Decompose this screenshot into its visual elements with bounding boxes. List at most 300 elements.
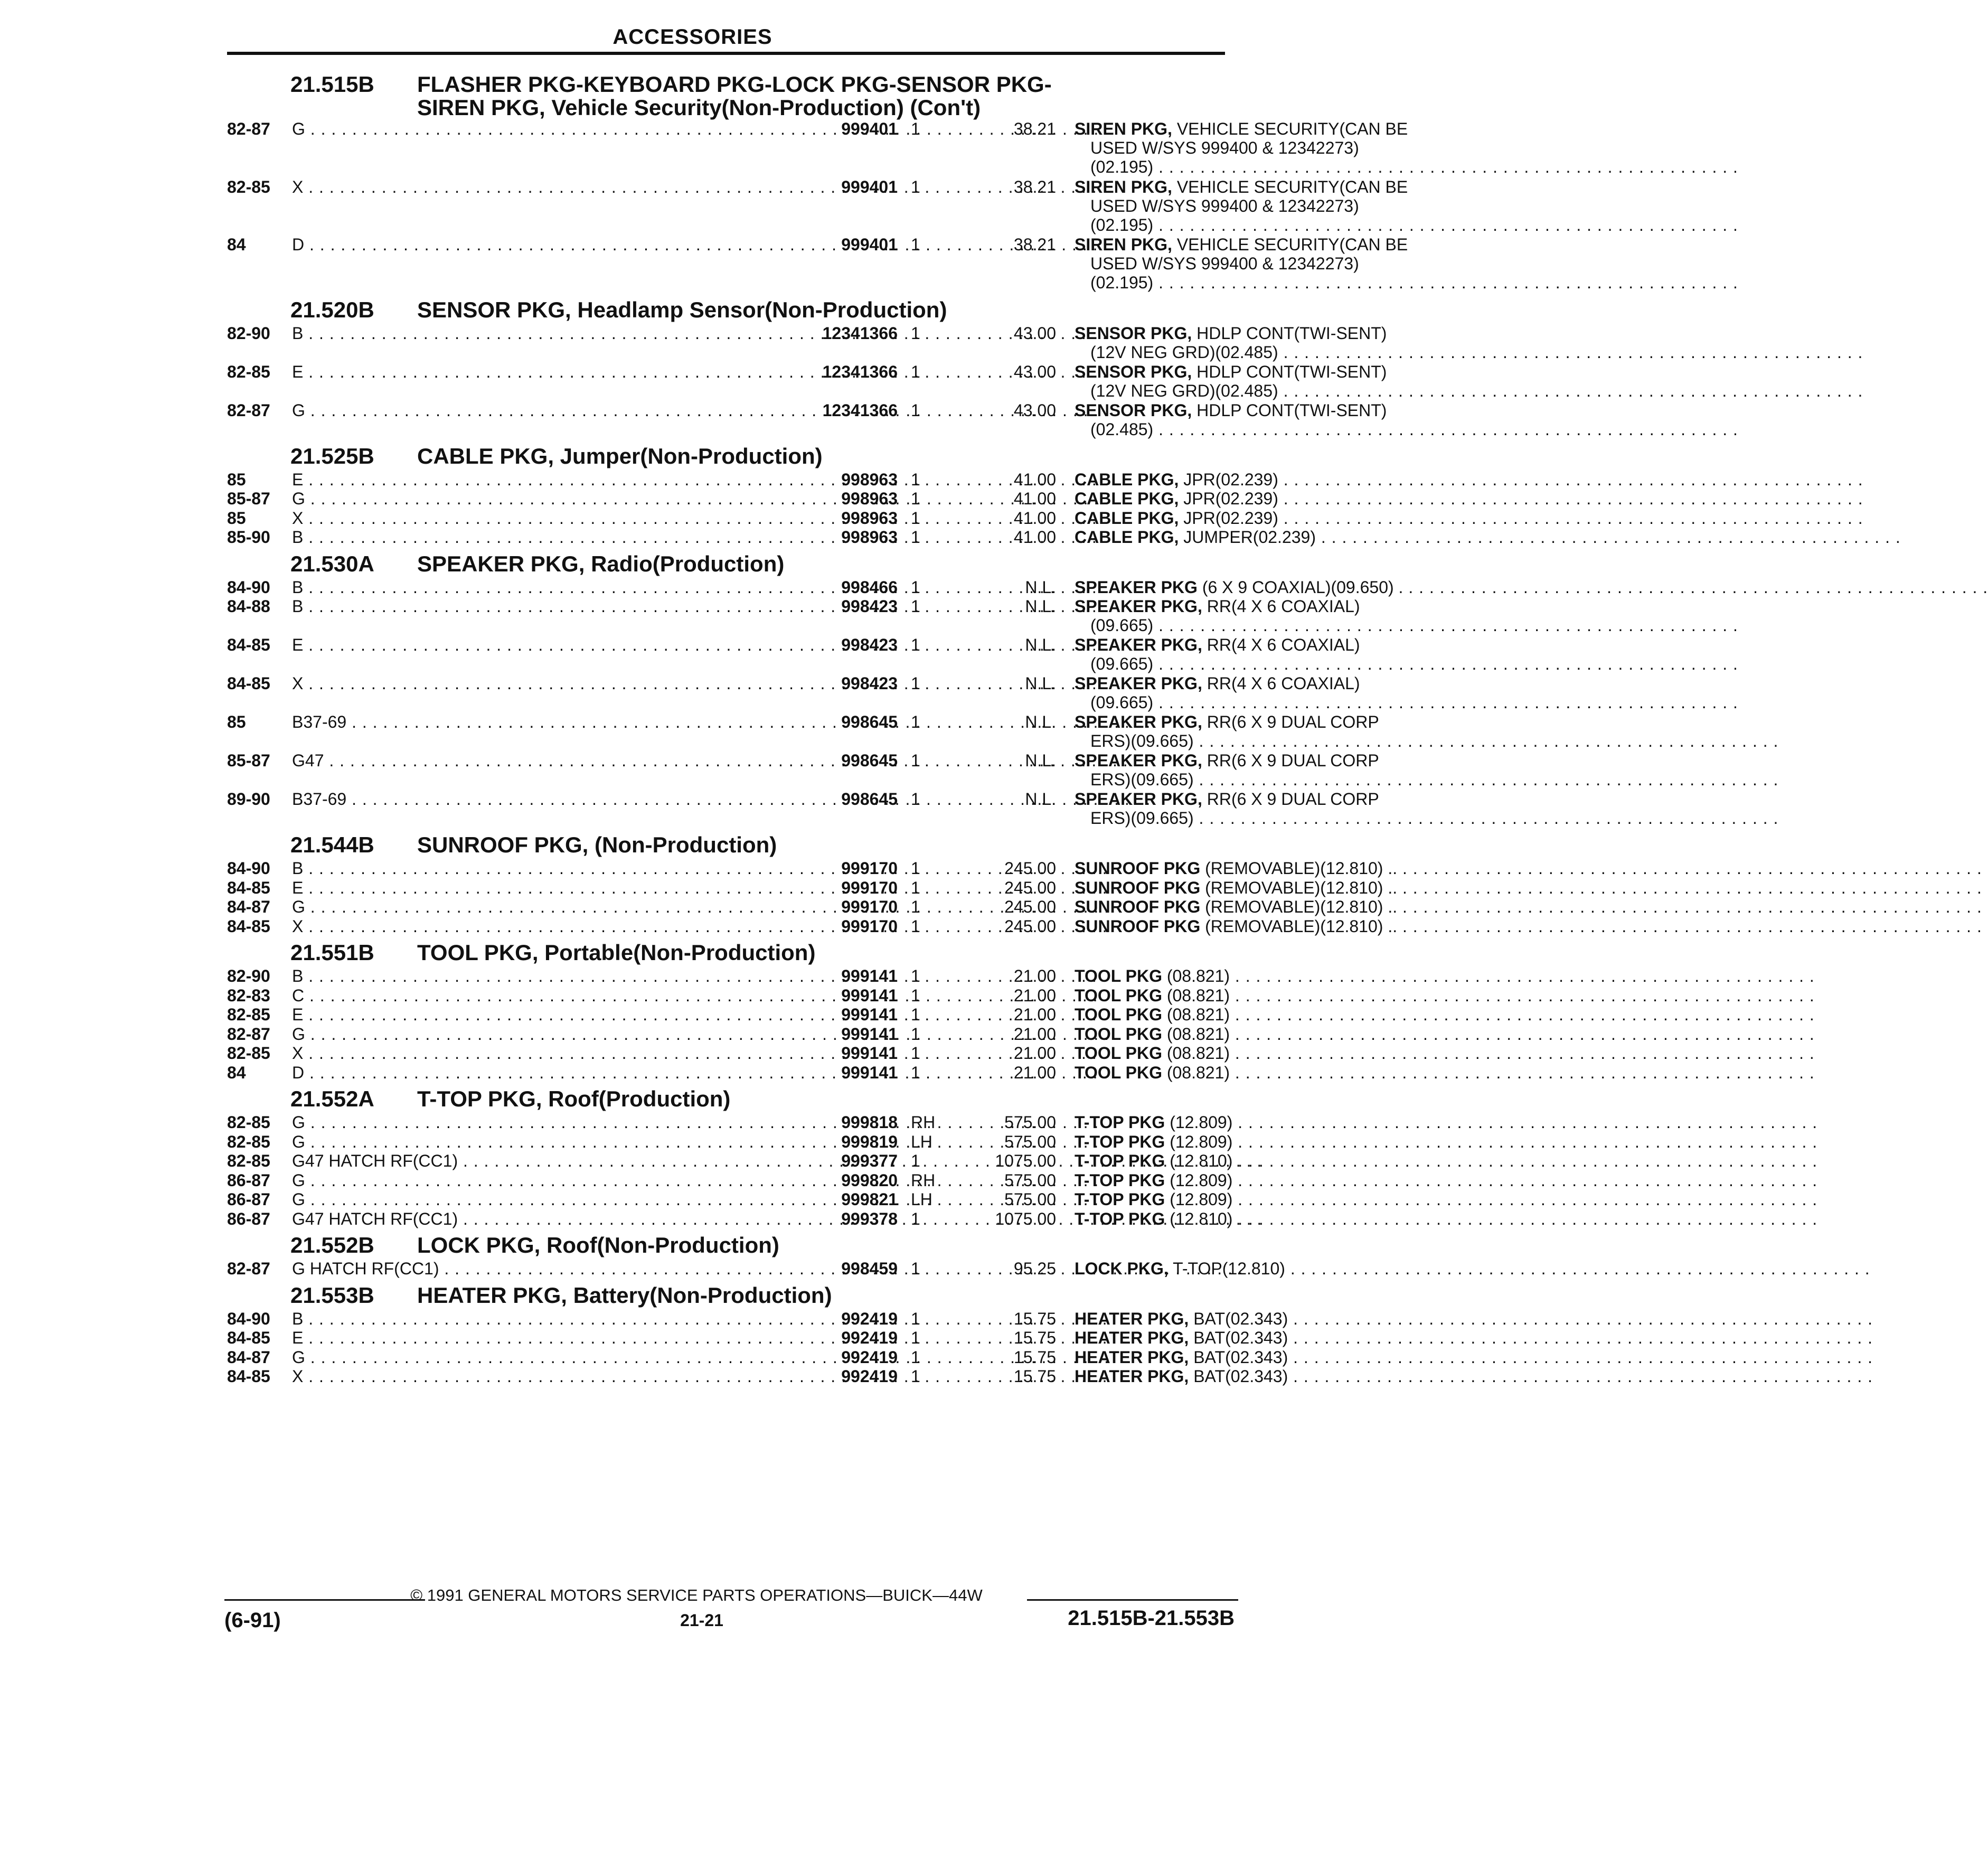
model-years: 85-90 — [227, 528, 270, 547]
model-years: 82-87 — [227, 119, 270, 138]
footer-copyright: © 1991 GENERAL MOTORS SERVICE PARTS OPERATIONS—BUICK—44W — [410, 1586, 983, 1604]
description-text: VEHICLE SECURITY(CAN BE — [1176, 177, 1408, 196]
description-line — [1075, 420, 1444, 439]
description-text: (02.195) — [1090, 273, 1154, 292]
package-name: T-TOP PKG — [1075, 1209, 1165, 1228]
description-line — [1075, 509, 1444, 528]
price: 15.75 — [1013, 1328, 1056, 1347]
quantity: 1 — [911, 1151, 920, 1170]
leader-dots — [1153, 693, 1738, 712]
model-code: X . . . — [292, 1367, 804, 1386]
description-text: (12.809) — [1170, 1132, 1233, 1151]
description-line — [1075, 1063, 1444, 1082]
description — [1075, 177, 1444, 234]
description-text: (09.665) — [1090, 693, 1154, 712]
leader-dots — [1153, 157, 1738, 176]
description-line — [1075, 157, 1444, 176]
description — [1075, 1328, 1444, 1347]
leader-dots — [1230, 966, 1815, 985]
model-years: 82-85 — [227, 1044, 270, 1063]
description-line — [1075, 1348, 1444, 1367]
section-heading — [227, 1282, 1230, 1309]
description-line — [1075, 731, 1444, 750]
description — [1075, 1132, 1444, 1151]
model-code: B . . . — [292, 324, 804, 343]
price: 575.00 — [1004, 1190, 1056, 1209]
part-number: 999821 — [841, 1190, 898, 1209]
section-title: T-TOP PKG, Roof(Production) — [417, 1086, 731, 1111]
description-text: RR(4 X 6 COAXIAL) — [1207, 597, 1360, 616]
quantity: 1 — [911, 985, 920, 1005]
table-row — [227, 1190, 1233, 1209]
section-number: 21.553B — [290, 1282, 374, 1308]
description-line — [1075, 790, 1444, 809]
section-title: SUNROOF PKG, (Non-Production) — [417, 832, 777, 857]
description-line — [1075, 324, 1444, 343]
part-number: 992419 — [841, 1309, 898, 1328]
table-row — [227, 878, 1398, 898]
description-line — [1075, 235, 1444, 254]
description-text: BAT(02.343) — [1193, 1347, 1288, 1367]
description — [1075, 362, 1444, 400]
part-number: 12341366 — [822, 323, 898, 343]
model-years: 86-87 — [227, 1190, 270, 1209]
description-text: (02.485) — [1090, 419, 1154, 439]
part-number: 999818 — [841, 1113, 898, 1132]
model-years: 82-85 — [227, 177, 270, 196]
description-text: ERS)(09.665) — [1090, 731, 1194, 750]
description-text: (REMOVABLE)(12.810) .. — [1205, 916, 1398, 936]
description — [1075, 1063, 1444, 1082]
description-line — [1075, 1190, 1444, 1209]
description — [1075, 878, 1444, 897]
description-text: (12V NEG GRD)(02.485) — [1090, 381, 1278, 400]
model-code: B . . . — [292, 597, 804, 616]
package-name: T-TOP PKG — [1075, 1170, 1165, 1190]
model-code: G . . . — [292, 1171, 804, 1190]
table-row — [227, 1044, 1230, 1063]
part-number: 998963 — [841, 528, 898, 547]
price: 575.00 — [1004, 1132, 1056, 1151]
table-row — [227, 1367, 1288, 1386]
description-line — [1075, 1132, 1444, 1151]
description — [1075, 509, 1444, 528]
description-line — [1075, 712, 1444, 731]
section-heading — [227, 550, 1230, 578]
description-text: USED W/SYS 999400 & 12342273) — [1090, 138, 1359, 157]
price: 575.00 — [1004, 1113, 1056, 1132]
leader-dots — [1153, 273, 1738, 292]
table-row — [227, 1309, 1288, 1329]
description-line — [1075, 1259, 1444, 1278]
price: N.L. — [1025, 790, 1056, 809]
price: 21.00 — [1013, 966, 1056, 985]
quantity: 1 — [911, 751, 920, 770]
leader-dots — [1397, 897, 1982, 916]
description-text: (08.821) — [1166, 1024, 1230, 1044]
model-years: 84-85 — [227, 635, 270, 654]
model-years: 84 — [227, 235, 246, 254]
table-row — [227, 635, 1360, 674]
description — [1075, 986, 1444, 1005]
description-text: HDLP CONT(TWI-SENT) — [1196, 323, 1387, 343]
table-row — [227, 674, 1360, 712]
model-code: B . . . — [292, 1309, 804, 1328]
description-text: (12.809) — [1170, 1170, 1233, 1190]
package-name: HEATER PKG, — [1075, 1309, 1189, 1328]
quantity: LH — [911, 1132, 932, 1151]
model-years: 82-85 — [227, 1113, 270, 1132]
description — [1075, 674, 1444, 712]
table-row — [227, 751, 1379, 790]
section-title: FLASHER PKG-KEYBOARD PKG-LOCK PKG-SENSOR PKG- — [417, 72, 1052, 97]
description — [1075, 712, 1444, 750]
model-code: E . . . — [292, 1005, 804, 1024]
description-text: (12V NEG GRD)(02.485) — [1090, 342, 1278, 362]
price: 43.00 — [1013, 362, 1056, 381]
price: 245.00 — [1004, 897, 1056, 916]
description — [1075, 1005, 1444, 1024]
quantity: 1 — [911, 674, 920, 693]
table-row — [227, 1170, 1233, 1190]
leader-dots — [1232, 1190, 1817, 1209]
description-line — [1075, 897, 1444, 916]
model-years: 84-88 — [227, 597, 270, 616]
description-line — [1075, 119, 1444, 138]
price: N.L. — [1025, 577, 1056, 597]
model-years: 84-85 — [227, 1328, 270, 1347]
part-number: 999141 — [841, 1044, 898, 1063]
model-code: D . . . — [292, 1063, 804, 1082]
model-code: X . . . — [292, 509, 804, 528]
part-number: 998423 — [841, 674, 898, 693]
table-row — [227, 1113, 1233, 1132]
leader-dots — [1288, 1348, 1873, 1367]
model-code: G . . . — [292, 1348, 804, 1367]
leader-dots — [1230, 1005, 1815, 1024]
description-line — [1075, 578, 1444, 597]
leader-dots — [1403, 578, 1988, 597]
model-code: B37-69 . . . — [292, 712, 804, 731]
quantity: 1 — [911, 635, 920, 654]
price: N.L. — [1025, 635, 1056, 654]
footer-page-number: 21-21 — [680, 1611, 723, 1630]
quantity: 1 — [911, 489, 920, 508]
package-name: T-TOP PKG — [1075, 1132, 1165, 1151]
description-line — [1075, 1005, 1444, 1024]
price: 1075.00 — [995, 1151, 1056, 1170]
table-row — [227, 489, 1278, 509]
quantity: 1 — [911, 1367, 920, 1386]
package-name: SPEAKER PKG, — [1075, 712, 1202, 731]
description-line — [1075, 1309, 1444, 1328]
model-code: E . . . — [292, 362, 804, 381]
description — [1075, 578, 1444, 597]
description-line — [1075, 1328, 1444, 1347]
model-code: B . . . — [292, 578, 804, 597]
description — [1075, 1367, 1444, 1386]
model-years: 85-87 — [227, 489, 270, 508]
table-row — [227, 966, 1230, 986]
table-row — [227, 916, 1398, 936]
description-line — [1075, 986, 1444, 1005]
section-title: CABLE PKG, Jumper(Non-Production) — [417, 443, 823, 468]
leader-dots — [1316, 528, 1901, 547]
model-code: X . . . — [292, 177, 804, 196]
model-years: 82-87 — [227, 400, 270, 420]
quantity: 1 — [911, 1209, 920, 1228]
description-line — [1075, 674, 1444, 693]
leader-dots — [1278, 489, 1863, 508]
model-code: B . . . — [292, 966, 804, 985]
model-code: G . . . — [292, 489, 804, 508]
model-code: X . . . — [292, 917, 804, 936]
price: 41.00 — [1013, 528, 1056, 547]
package-name: SIREN PKG, — [1075, 235, 1172, 254]
package-name: SENSOR PKG, — [1075, 400, 1192, 420]
description — [1075, 324, 1444, 362]
leader-dots — [1288, 1367, 1873, 1386]
description-line — [1075, 489, 1444, 508]
leader-dots — [1232, 1209, 1817, 1228]
model-years: 85 — [227, 470, 246, 489]
table-row — [227, 177, 1408, 236]
section-number: 21.552B — [290, 1233, 374, 1257]
price: N.L. — [1025, 674, 1056, 693]
price: 575.00 — [1004, 1170, 1056, 1190]
leader-dots — [1153, 616, 1738, 635]
price: 21.00 — [1013, 985, 1056, 1005]
description — [1075, 751, 1444, 789]
price: 21.00 — [1013, 1005, 1056, 1024]
description-text: (02.195) — [1090, 157, 1154, 176]
quantity: 1 — [911, 1328, 920, 1347]
quantity: 1 — [911, 400, 920, 420]
description-line — [1075, 1025, 1444, 1044]
description-line — [1075, 177, 1444, 196]
model-years: 84-85 — [227, 916, 270, 936]
quantity: 1 — [911, 362, 920, 381]
footer-section-range: 21.515B-21.553B — [1068, 1607, 1235, 1630]
model-code: G . . . — [292, 401, 804, 420]
table-row — [227, 1259, 1285, 1279]
package-name: TOOL PKG — [1075, 1024, 1162, 1044]
description-line — [1075, 254, 1444, 273]
price: 38.21 — [1013, 119, 1056, 138]
model-years: 84 — [227, 1063, 246, 1082]
part-number: 998459 — [841, 1259, 898, 1278]
part-number: 992419 — [841, 1367, 898, 1386]
part-number: 999141 — [841, 1024, 898, 1044]
table-row — [227, 1005, 1230, 1025]
description-text: VEHICLE SECURITY(CAN BE — [1176, 119, 1408, 138]
price: 43.00 — [1013, 400, 1056, 420]
description-text: (08.821) — [1166, 1005, 1230, 1024]
model-years: 84-85 — [227, 878, 270, 897]
model-code: E . . . — [292, 1328, 804, 1347]
package-name: SUNROOF PKG — [1075, 859, 1201, 878]
model-code: C . . . — [292, 986, 804, 1005]
description — [1075, 597, 1444, 635]
price: 1075.00 — [995, 1209, 1056, 1228]
leader-dots — [1194, 770, 1779, 789]
description-text: (12.810) — [1170, 1209, 1233, 1228]
part-number: 12341366 — [822, 362, 898, 381]
model-years: 84-85 — [227, 1367, 270, 1386]
leader-dots — [1278, 343, 1863, 362]
part-number: 998645 — [841, 751, 898, 770]
model-years: 89-90 — [227, 790, 270, 809]
model-code: E . . . — [292, 635, 804, 654]
description-line — [1075, 859, 1444, 878]
quantity: 1 — [911, 235, 920, 254]
quantity: 1 — [911, 790, 920, 809]
part-number: 998963 — [841, 508, 898, 528]
description — [1075, 635, 1444, 673]
price: 95.25 — [1013, 1259, 1056, 1278]
description — [1075, 528, 1444, 547]
description-text: RR(6 X 9 DUAL CORP — [1207, 751, 1379, 770]
package-name: T-TOP PKG — [1075, 1151, 1165, 1170]
leader-dots — [1194, 809, 1779, 828]
model-code: G47 . . . — [292, 751, 804, 770]
part-number: 998645 — [841, 790, 898, 809]
package-name: SPEAKER PKG, — [1075, 597, 1202, 616]
quantity: 1 — [911, 1044, 920, 1063]
package-name: CABLE PKG, — [1075, 508, 1179, 528]
description — [1075, 1044, 1444, 1063]
price: 15.75 — [1013, 1367, 1056, 1386]
description-text: ERS)(09.665) — [1090, 770, 1194, 789]
quantity: LH — [911, 1190, 932, 1209]
leader-dots — [1278, 470, 1863, 489]
description-text: VEHICLE SECURITY(CAN BE — [1176, 235, 1408, 254]
description — [1075, 470, 1444, 489]
price: 21.00 — [1013, 1044, 1056, 1063]
model-years: 84-90 — [227, 577, 270, 597]
model-years: 84-87 — [227, 1347, 270, 1367]
description-line — [1075, 616, 1444, 635]
description-text: USED W/SYS 999400 & 12342273) — [1090, 196, 1359, 215]
leader-dots — [1397, 917, 1982, 936]
section-title-continued: SIREN PKG, Vehicle Security(Non-Production) (Con't) — [417, 95, 981, 120]
model-years: 86-87 — [227, 1209, 270, 1228]
quantity: 1 — [911, 897, 920, 916]
model-years: 82-85 — [227, 1005, 270, 1024]
description-line — [1075, 878, 1444, 897]
section-title: HEATER PKG, Battery(Non-Production) — [417, 1282, 832, 1308]
package-name: TOOL PKG — [1075, 1005, 1162, 1024]
model-code: B37-69 . . . — [292, 790, 804, 809]
part-number: 999141 — [841, 966, 898, 985]
package-name: TOOL PKG — [1075, 985, 1162, 1005]
model-code: G . . . — [292, 119, 804, 138]
package-name: SENSOR PKG, — [1075, 323, 1192, 343]
package-name: SPEAKER PKG, — [1075, 635, 1202, 654]
quantity: RH — [911, 1170, 936, 1190]
part-number: 999819 — [841, 1132, 898, 1151]
section-heading — [227, 296, 1230, 324]
part-number: 998645 — [841, 712, 898, 731]
table-row — [227, 1328, 1288, 1348]
description-text: (08.821) — [1166, 1044, 1230, 1063]
section-title: TOOL PKG, Portable(Non-Production) — [417, 940, 816, 965]
header-rule — [227, 52, 1225, 55]
model-years: 85 — [227, 508, 246, 528]
description-line — [1075, 597, 1444, 616]
price: 43.00 — [1013, 323, 1056, 343]
description-text: USED W/SYS 999400 & 12342273) — [1090, 254, 1359, 273]
package-name: SIREN PKG, — [1075, 177, 1172, 196]
table-row — [227, 470, 1278, 490]
part-number: 999170 — [841, 916, 898, 936]
description — [1075, 401, 1444, 439]
price: 41.00 — [1013, 508, 1056, 528]
leader-dots — [1232, 1132, 1817, 1151]
model-code: G . . . — [292, 1025, 804, 1044]
table-row — [227, 790, 1379, 828]
section-number: 21.544B — [290, 832, 374, 857]
model-years: 86-87 — [227, 1170, 270, 1190]
package-name: SPEAKER PKG, — [1075, 674, 1202, 693]
description-line — [1075, 966, 1444, 985]
table-row — [227, 1209, 1233, 1229]
quantity: 1 — [911, 1347, 920, 1367]
description-text: BAT(02.343) — [1193, 1328, 1288, 1347]
description-text: (12.809) — [1170, 1113, 1233, 1132]
leader-dots — [1232, 1151, 1817, 1170]
part-number: 998963 — [841, 489, 898, 508]
price: 245.00 — [1004, 859, 1056, 878]
section-title: SPEAKER PKG, Radio(Production) — [417, 551, 785, 576]
leader-dots — [1232, 1113, 1817, 1132]
description-text: HDLP CONT(TWI-SENT) — [1196, 362, 1387, 381]
package-name: SPEAKER PKG, — [1075, 790, 1202, 809]
quantity: 1 — [911, 177, 920, 196]
price: 15.75 — [1013, 1347, 1056, 1367]
package-name: SENSOR PKG, — [1075, 362, 1192, 381]
description-line — [1075, 196, 1444, 215]
description — [1075, 1113, 1444, 1132]
description-line — [1075, 751, 1444, 770]
table-row — [227, 1347, 1288, 1367]
description-text: (REMOVABLE)(12.810) .. — [1205, 859, 1398, 878]
description — [1075, 1151, 1444, 1170]
model-code: G . . . — [292, 1132, 804, 1151]
description-text: JUMPER(02.239) — [1183, 528, 1316, 547]
description-text: (12.809) — [1170, 1190, 1233, 1209]
description-text: (09.665) — [1090, 654, 1154, 673]
leader-dots — [1153, 215, 1738, 234]
model-code: G HATCH RF(CC1) . . . — [292, 1259, 804, 1278]
description — [1075, 1209, 1444, 1228]
model-years: 82-90 — [227, 323, 270, 343]
quantity: 1 — [911, 1063, 920, 1082]
description-text: (REMOVABLE)(12.810) .. — [1205, 878, 1398, 897]
description-text: BAT(02.343) — [1193, 1309, 1288, 1328]
package-name: HEATER PKG, — [1075, 1347, 1189, 1367]
description-line — [1075, 401, 1444, 420]
description-text: (REMOVABLE)(12.810) .. — [1205, 897, 1398, 916]
description — [1075, 1309, 1444, 1328]
quantity: 1 — [911, 1005, 920, 1024]
description-line — [1075, 917, 1444, 936]
leader-dots — [1278, 509, 1863, 528]
quantity: 1 — [911, 323, 920, 343]
description-line — [1075, 1113, 1444, 1132]
description-line — [1075, 362, 1444, 381]
part-number: 999378 — [841, 1209, 898, 1228]
